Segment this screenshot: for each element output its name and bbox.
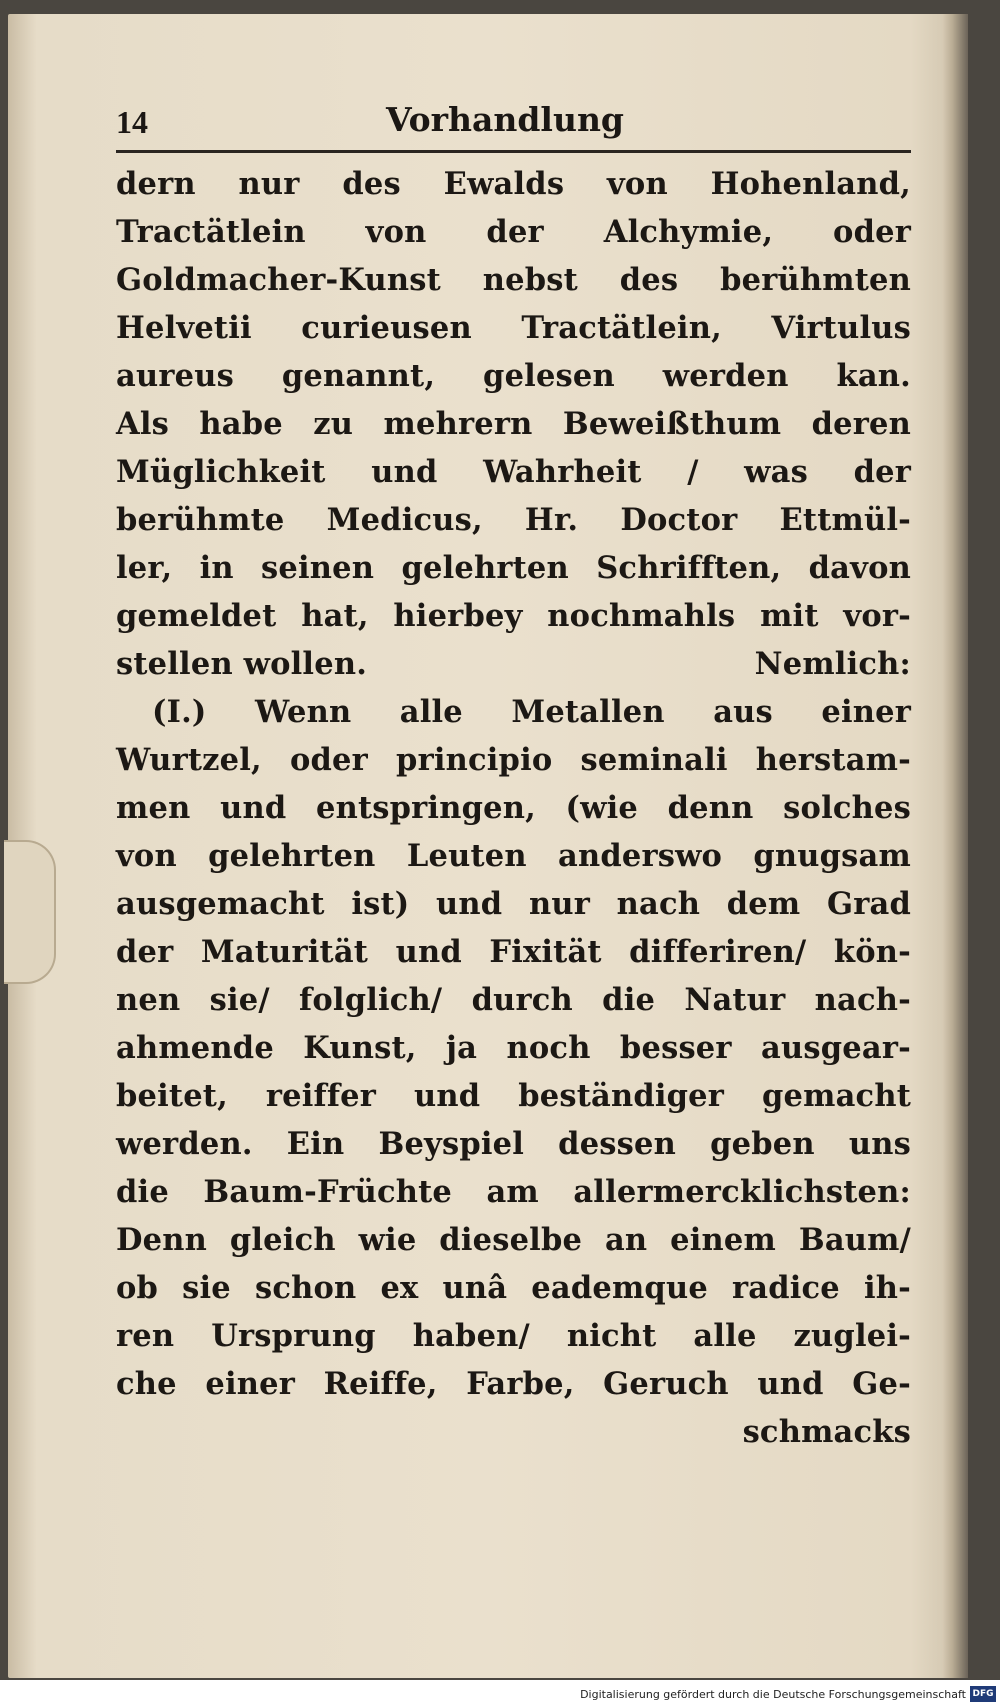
text-line: Helvetii curieusen Tractätlein, Virtulus: [116, 310, 911, 346]
funding-credit: Digitalisierung gefördert durch die Deutsche Forschungsgemeinschaft: [580, 1688, 966, 1701]
dfg-logo: DFG: [970, 1686, 996, 1702]
page-edge: [942, 14, 968, 1678]
text-line: Nemlich:: [754, 646, 911, 682]
text-line: werden. Ein Beyspiel dessen geben uns: [116, 1126, 911, 1162]
text-line: beitet, reiffer und beständiger gemacht: [116, 1078, 911, 1114]
header-rule: [116, 150, 911, 153]
text-line: ahmende Kunst, ja noch besser ausgear-: [116, 1030, 911, 1066]
text-line: aureus genannt, gelesen werden kan.: [116, 358, 911, 394]
text-line: (I.) Wenn alle Metallen aus einer: [152, 694, 911, 730]
text-line: ren Ursprung haben/ nicht alle zuglei-: [116, 1318, 911, 1354]
text-line: der Maturität und Fixität differiren/ kön-: [116, 934, 911, 970]
text-line: men und entspringen, (wie denn solches: [116, 790, 911, 826]
text-line: schmacks: [742, 1414, 911, 1450]
text-line: von gelehrten Leuten anderswo gnugsam: [116, 838, 911, 874]
running-head: Vorhandlung: [386, 100, 625, 139]
text-line: ler, in seinen gelehrten Schrifften, davon: [116, 550, 911, 586]
text-line: Goldmacher-Kunst nebst des berühmten: [116, 262, 911, 298]
text-line: ob sie schon ex unâ eademque radice ih-: [116, 1270, 911, 1306]
text-line: dern nur des Ewalds von Hohenland,: [116, 166, 911, 202]
text-line: Denn gleich wie dieselbe an einem Baum/: [116, 1222, 911, 1258]
text-line: ausgemacht ist) und nur nach dem Grad: [116, 886, 911, 922]
text-line: Tractätlein von der Alchymie, oder: [116, 214, 911, 250]
text-line: Wurtzel, oder principio seminali herstam-: [116, 742, 911, 778]
body-text: dern nur des Ewalds von Hohenland, Tractätlein von der Alchymie, oder Goldmacher-Kunst nebst des berühmten Helvetii curieusen Tractätlein, Virtulus aureus genannt, gelesen werden kan. Als habe zu mehrern Beweißthum deren Müglichkeit und Wahrheit / was der berühmte Medicus, Hr. Doctor Ettmül- ler, in seinen gelehrten Schrifften, davon gemeldet hat, hierbey nochmahls mit vor- stellen wollen. Nemlich: (I.) Wenn alle Metallen aus einer Wurtzel, oder principio seminali herstam- men und entspringen, (wie denn solches von gelehrten Leuten anderswo gnugsam ausgemacht ist) und nur nach dem Grad der Maturität und Fixität differiren/ kön- nen sie/ folglich/ durch die Natur nach- ahmende Kunst, ja noch besser ausgear- beitet, reiffer und beständiger gemacht werden. Ein Beyspiel dessen geben uns die Baum-Früchte am allermercklichsten: Denn gleich wie dieselbe an einem Baum/ ob sie schon ex unâ eademque radice ih- ren Ursprung haben/ nicht alle zuglei- che einer Reiffe, Farbe, Geruch und Ge- schmacks: [116, 160, 911, 1456]
text-line: die Baum-Früchte am allermercklichsten:: [116, 1174, 911, 1210]
page-header: [116, 96, 911, 148]
page-number: 14: [116, 104, 148, 140]
page-fold-tab: [4, 840, 56, 984]
text-line: Als habe zu mehrern Beweißthum deren: [116, 406, 911, 442]
text-line: berühmte Medicus, Hr. Doctor Ettmül-: [116, 502, 911, 538]
text-line: gemeldet hat, hierbey nochmahls mit vor-: [116, 598, 911, 634]
footer-bar: [0, 1680, 1000, 1708]
text-line: Müglichkeit und Wahrheit / was der: [116, 454, 911, 490]
text-line: che einer Reiffe, Farbe, Geruch und Ge-: [116, 1366, 911, 1402]
text-line: nen sie/ folglich/ durch die Natur nach-: [116, 982, 911, 1018]
